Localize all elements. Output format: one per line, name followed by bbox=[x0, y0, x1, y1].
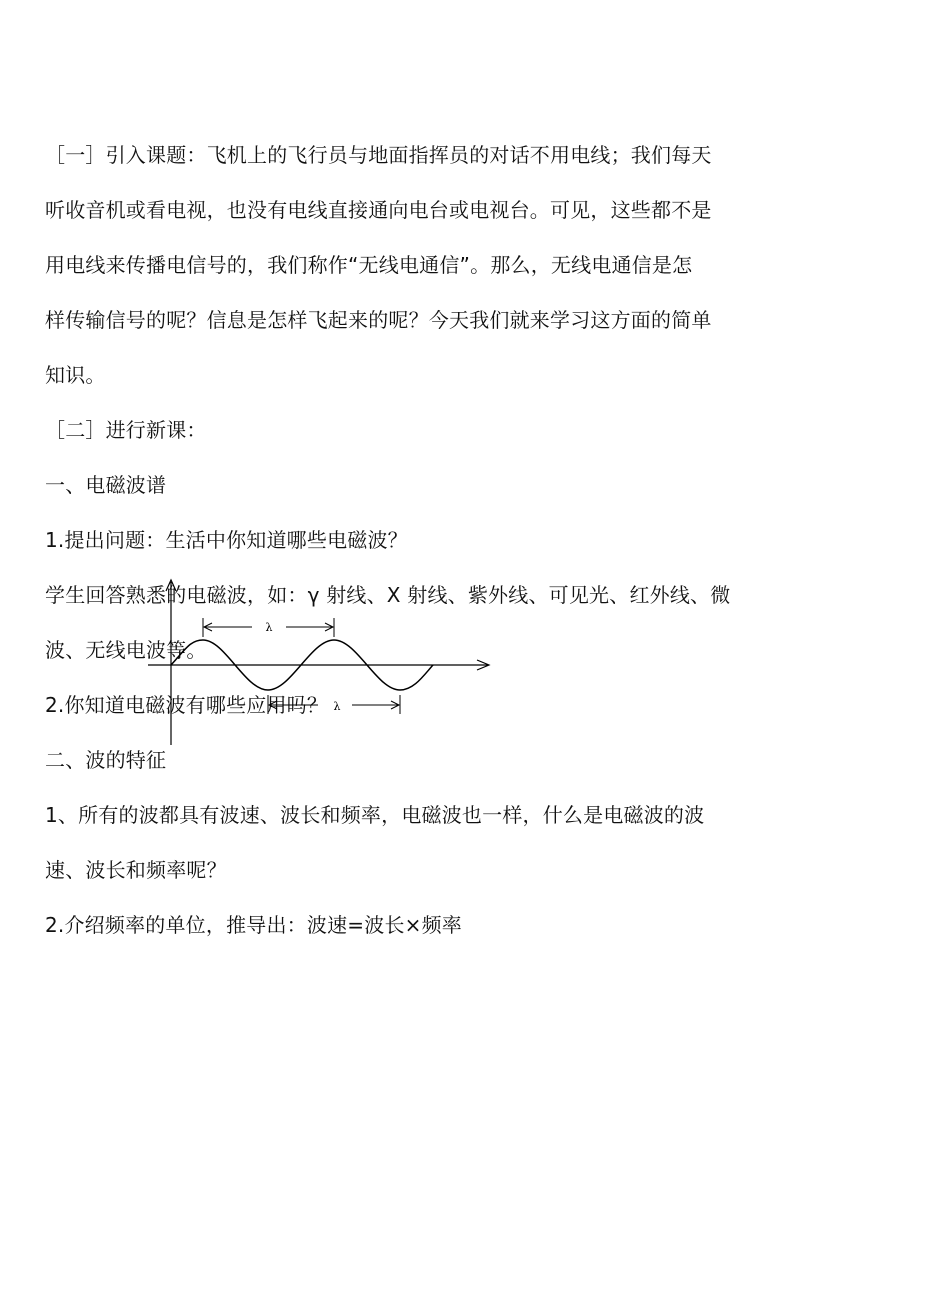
question-line-1: 1.提出问题：生活中你知道哪些电磁波？ bbox=[45, 528, 408, 552]
answer-line-1: 学生回答熟悉的电磁波，如：γ 射线、X 射线、紫外线、可见光、红外线、微 bbox=[45, 583, 731, 607]
question-line-2: 2.你知道电磁波有哪些应用吗？ bbox=[45, 693, 328, 717]
sine-wave bbox=[171, 640, 433, 690]
wavelength-bottom-arrow-right bbox=[391, 701, 399, 709]
feature-line-2: 速、波长和频率呢？ bbox=[45, 858, 227, 882]
x-axis-arrow bbox=[477, 660, 489, 670]
section-heading-new-lesson: ［二］进行新课： bbox=[45, 418, 207, 442]
wavelength-top-label: λ bbox=[265, 621, 273, 634]
paragraph-line-5: 知识。 bbox=[45, 363, 106, 387]
feature-line-1: 1、所有的波都具有波速、波长和频率，电磁波也一样，什么是电磁波的波 bbox=[45, 803, 705, 827]
feature-line-3: 2.介绍频率的单位，推导出：波速=波长×频率 bbox=[45, 913, 462, 937]
wavelength-top-arrow-left bbox=[204, 623, 212, 631]
wavelength-bottom-label: λ bbox=[333, 700, 341, 713]
paragraph-line-1: ［一］引入课题：飞机上的飞行员与地面指挥员的对话不用电线；我们每天 bbox=[45, 143, 712, 167]
section-heading-em-spectrum: 一、电磁波谱 bbox=[45, 473, 167, 497]
paragraph-line-3: 用电线来传播电信号的，我们称作“无线电通信”。那么，无线电通信是怎 bbox=[45, 253, 693, 277]
section-heading-wave-features: 二、波的特征 bbox=[45, 748, 167, 772]
paragraph-line-4: 样传输信号的呢？信息是怎样飞起来的呢？今天我们就来学习这方面的简单 bbox=[45, 308, 712, 332]
paragraph-line-2: 听收音机或看电视，也没有电线直接通向电台或电视台。可见，这些都不是 bbox=[45, 198, 712, 222]
wavelength-top-arrow-right bbox=[325, 623, 333, 631]
answer-line-2: 波、无线电波等。 bbox=[45, 638, 207, 662]
